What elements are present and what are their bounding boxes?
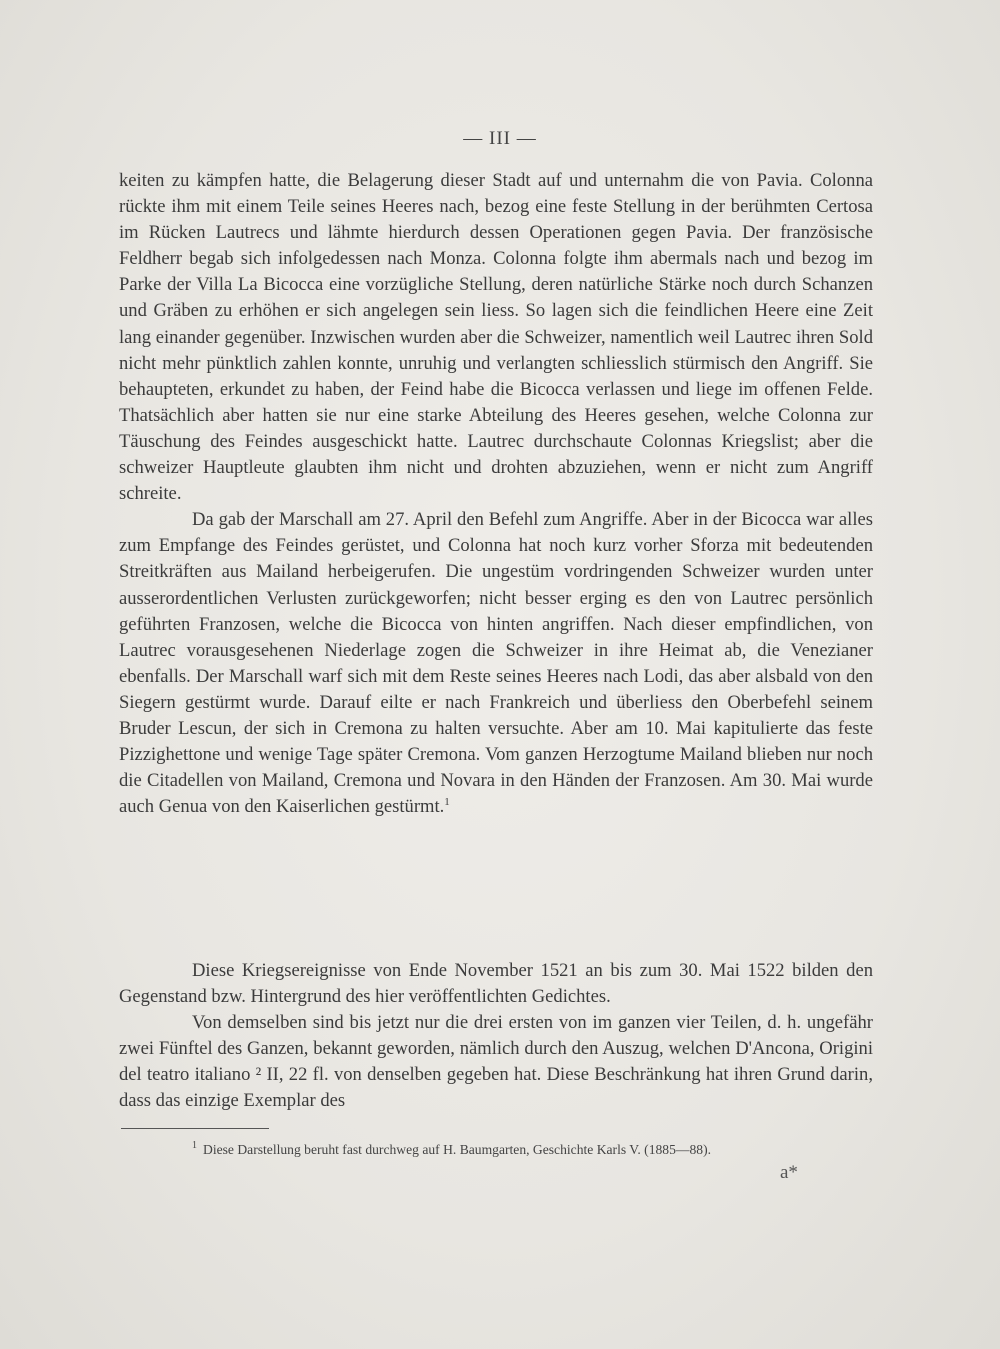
- paragraph-events-summary: Diese Kriegsereignisse von Ende November 1521 an bis zum 30. Mai 1522 bilden den Gegenstand bzw. Hintergrund des hier veröffentlichten Gedichtes.: [119, 960, 873, 1008]
- page-number-header: — III —: [463, 128, 537, 149]
- paragraph-battle: [119, 507, 873, 820]
- footnote: [192, 1141, 872, 1159]
- paragraph-battle-text: Da gab der Marschall am 27. April den Befehl zum Angriffe. Aber in der Bicocca war alles zum Empfange des Feindes gerüstet, und Colonna hat noch kurz vorher Sforza mit bedeutenden Streitkräften aus Mailand herbeigerufen. Die ungestüm vordringenden Schweizer wurden unter ausserordentlichen Verlusten zurückgeworfen; nicht besser erging es den von Lautrec persönlich geführten Franzosen, welche die Bicocca von hinten angriffen. Nach dieser empfindlichen, von Lautrec vorausgesehenen Niederlage zogen die Schweizer in ihre Heimat ab, die Venezianer ebenfalls. Der Marschall warf sich mit dem Reste seines Heeres nach Lodi, das aber alsbald von den Siegern gestürmt wurde. Darauf eilte er nach Frankreich und überliess den Oberbefehl seinem Bruder Lescun, der sich in Cremona zu halten versuchte. Aber am 10. Mai kapitulierte das feste Pizzighettone und wenige Tage später Cremona. Vom ganzen Herzogtume Mailand blieben nur noch die Citadellen von Mailand, Cremona und Novara in den Händen der Franzosen. Am 30. Mai wurde auch Genua von den Kaiserlichen gestürmt.: [119, 509, 873, 818]
- footnote-reference: 1: [444, 796, 450, 809]
- paragraph-continuation: keiten zu kämpfen hatte, die Belagerung dieser Stadt auf und unternahm die von Pavia. Colonna rückte ihm mit einem Teile seines Heeres nach, bezog eine feste Stellung in der berühmten Certosa im Rücken Lautrecs und lähmte hierdurch dessen Operationen gegen Pavia. Der französische Feldherr begab sich infolgedessen nach Monza. Colonna folgte ihm abermals nach und bezog im Parke der Villa La Bicocca eine vorzügliche Stellung, deren natürliche Stärke noch durch Schanzen und Gräben zu erhöhen er sich angelegen sein liess. So lagen sich die feindlichen Heere eine Zeit lang einander gegenüber. Inzwischen wurden aber die Schweizer, namentlich weil Lautrec ihren Sold nicht mehr pünktlich zahlen konnte, unruhig und verlangten schliesslich stürmisch den Angriff. Sie behaupteten, erkundet zu haben, der Feind habe die Bicocca verlassen und liege im offenen Felde. Thatsächlich aber hatten sie nur eine starke Abteilung des Heeres gesehen, welche Colonna zur Täuschung des Feindes ausgeschickt hatte. Lautrec durchschaute Colonnas Kriegslist; aber die schweizer Hauptleute glaubten ihm nicht und drohten abzuziehen, wenn er nicht zum Angriff schreite.: [119, 170, 873, 505]
- footnote-divider: [121, 1128, 269, 1129]
- paragraph-poem-source: Von demselben sind bis jetzt nur die drei ersten von im ganzen vier Teilen, d. h. ungefähr zwei Fünftel des Ganzen, bekannt geworden, nämlich durch den Auszug, welchen D'Ancona, Origini del teatro italiano ² II, 22 fl. von denselben gegeben hat. Diese Beschränkung hat ihren Grund darin, dass das einzige Exemplar des: [119, 1012, 873, 1112]
- main-text-top: [119, 168, 873, 820]
- signature-mark: a*: [780, 1162, 798, 1183]
- footnote-number: 1: [192, 1140, 197, 1152]
- footnote-text: Diese Darstellung beruht fast durchweg auf H. Baumgarten, Geschichte Karls V. (1885—88).: [203, 1142, 711, 1157]
- main-text-bottom: [119, 958, 873, 1115]
